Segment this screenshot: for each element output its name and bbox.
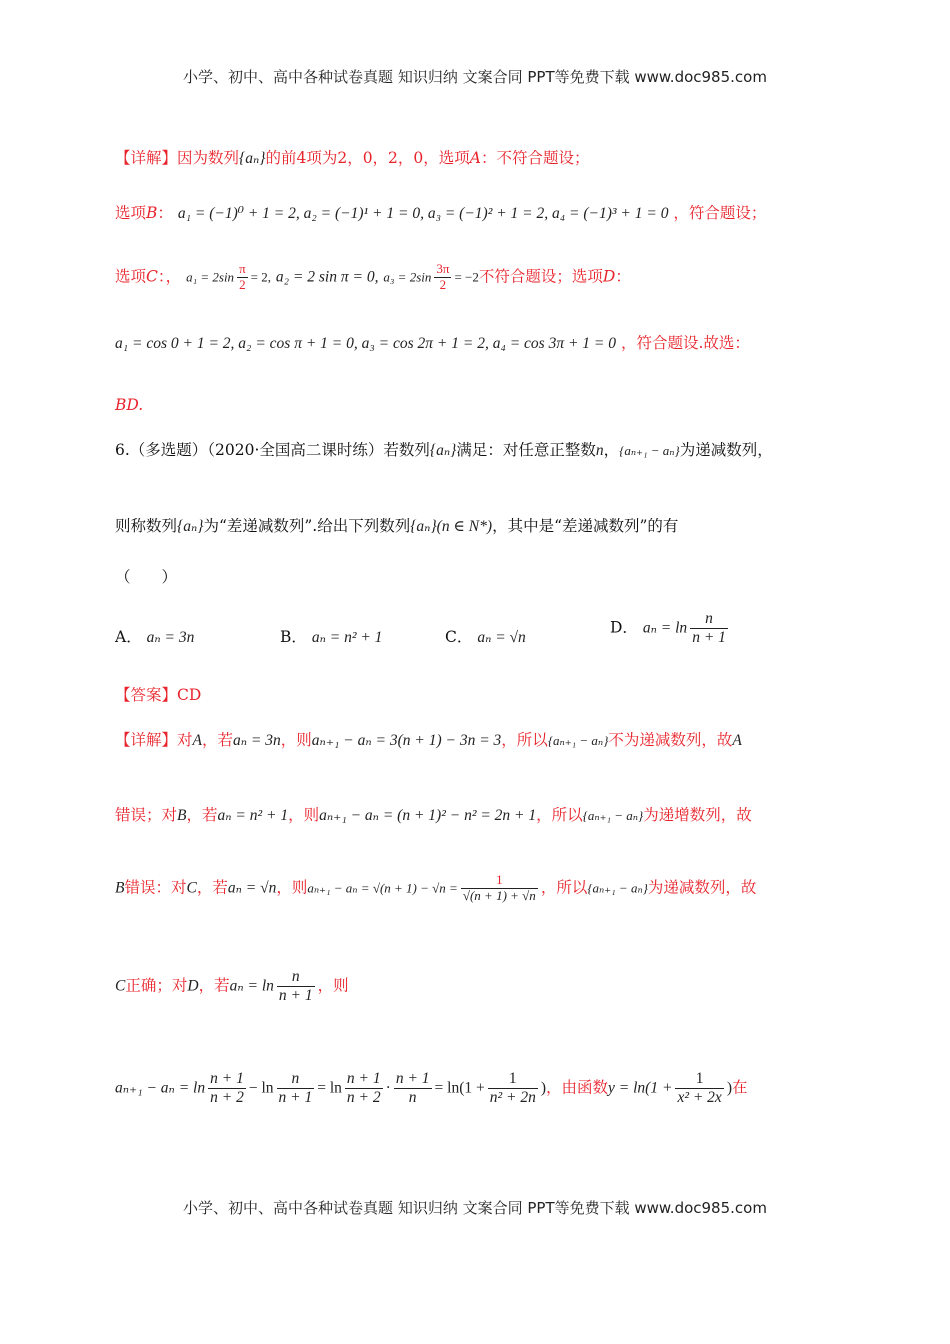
option-ref: A xyxy=(469,149,481,167)
option-label: A． xyxy=(115,628,142,646)
text: 满足：对任意正整数 xyxy=(456,441,596,459)
denominator: 2 xyxy=(439,276,447,292)
numerator: 3π xyxy=(436,261,450,276)
text: ，则 xyxy=(276,878,308,897)
math: a₂ = 2 sin π = 0, xyxy=(275,268,379,286)
fraction xyxy=(277,1070,315,1107)
numerator: n + 1 xyxy=(346,1070,381,1087)
seq-an: {aₙ} xyxy=(177,518,204,535)
math: y = ln(1 + xyxy=(608,1079,673,1097)
sol5-line2 xyxy=(115,206,766,222)
seq-an: {aₙ} xyxy=(239,150,266,167)
option-label: C． xyxy=(445,628,473,646)
page-header: 小学、初中、高中各种试卷真题 知识归纳 文案合同 PPT等免费下载 www.doc985.com xyxy=(183,68,767,86)
denominator: n xyxy=(408,1088,417,1106)
math: aₙ₊₁ − aₙ = √(n + 1) − √n = xyxy=(307,880,458,896)
text: 对 xyxy=(177,731,193,749)
option-ref: B xyxy=(146,204,158,222)
option-c xyxy=(445,625,526,647)
answer-value: CD xyxy=(177,686,202,704)
denominator: 2 xyxy=(239,276,246,292)
option-ref: B xyxy=(177,807,187,824)
numerator: π xyxy=(239,261,246,276)
sol6-line5 xyxy=(115,1070,748,1107)
text: ，所以 xyxy=(536,806,583,824)
math: a₁ = (−1)⁰ + 1 = 2, a₂ = (−1)¹ + 1 = 0, a₃ = (−1)² + 1 = 2, a₄ = (−1)³ + 1 = 0 xyxy=(177,205,669,222)
answer-tag: 【答案】 xyxy=(115,686,178,704)
math: aₙ = √n xyxy=(477,629,526,646)
math: aₙ = √n xyxy=(227,879,277,897)
text: 不符合题设；选项 xyxy=(478,267,603,286)
text: 6.（多选题）（2020·全国高二课时练）若数列 xyxy=(115,441,430,459)
math: aₙ = 3n xyxy=(146,629,195,646)
detail-tag: 【详解】 xyxy=(115,731,178,749)
option-a xyxy=(115,625,194,647)
numerator: n + 1 xyxy=(395,1070,430,1087)
numerator: n xyxy=(690,610,728,629)
option-ref: B xyxy=(115,879,125,897)
math: a₁ = cos 0 + 1 = 2, a₂ = cos π + 1 = 0, a₃ = cos 2π + 1 = 2, a₄ = cos 3π + 1 = 0 xyxy=(115,335,617,352)
math: aₙ₊₁ − aₙ = (n + 1)² − n² = 2n + 1 xyxy=(319,807,537,824)
option-ref: A xyxy=(192,732,202,749)
text: ，符合题设.故选： xyxy=(620,334,750,352)
text: 不为递减数列，故 xyxy=(608,731,733,749)
text: ，则 xyxy=(288,806,320,824)
fraction xyxy=(277,968,315,1005)
option-ref: D xyxy=(187,977,199,995)
option-ref: D xyxy=(602,267,616,286)
text: 为递减数列， xyxy=(679,441,773,459)
text: 为递增数列，故 xyxy=(643,806,752,824)
numerator: n xyxy=(277,968,315,987)
math: · xyxy=(385,1079,391,1097)
option-b xyxy=(280,625,382,647)
text: ，若 xyxy=(186,806,218,824)
math: = −2 xyxy=(454,269,479,285)
text: ：， xyxy=(157,267,182,286)
math: aₙ = n² + 1 xyxy=(217,807,289,824)
math: aₙ = n² + 1 xyxy=(311,629,383,646)
denominator: n² + 2n xyxy=(489,1088,536,1106)
text: 则称数列 xyxy=(115,517,178,535)
option-ref: C xyxy=(146,267,158,286)
fraction xyxy=(488,1070,538,1107)
sol6-line3 xyxy=(115,873,756,904)
text: ，若 xyxy=(198,976,230,995)
sol5-line1 xyxy=(115,151,590,167)
numerator: 1 xyxy=(461,873,538,889)
math: ) xyxy=(540,1079,547,1097)
math: = ln(1 + xyxy=(434,1079,485,1097)
fraction xyxy=(434,262,451,293)
text: ， xyxy=(603,441,620,459)
numerator: 1 xyxy=(488,1070,538,1089)
sol6-line1 xyxy=(115,733,742,749)
fraction xyxy=(237,262,248,293)
math: aₙ₊₁ − aₙ = 3(n + 1) − 3n = 3 xyxy=(311,732,502,749)
text: ： xyxy=(615,267,631,286)
seq-an: {aₙ} xyxy=(429,442,457,459)
fraction xyxy=(394,1070,432,1107)
text: 为递减数列，故 xyxy=(647,878,757,897)
text: 选项 xyxy=(115,267,147,286)
option-label: D． xyxy=(610,618,638,637)
fraction xyxy=(690,610,728,647)
page-footer: 小学、初中、高中各种试卷真题 知识归纳 文案合同 PPT等免费下载 www.doc985.com xyxy=(183,1199,767,1217)
numerator: 1 xyxy=(675,1070,723,1089)
denominator: x² + 2x xyxy=(677,1088,722,1106)
denominator: √(n + 1) + √n xyxy=(462,887,536,903)
text: 选项 xyxy=(115,204,147,222)
seq-an: {aₙ} xyxy=(410,518,437,535)
denominator: n + 2 xyxy=(346,1088,381,1106)
text: ，符合题设； xyxy=(673,204,767,222)
denominator: n + 2 xyxy=(210,1088,244,1106)
fraction xyxy=(461,873,538,904)
text: 在 xyxy=(731,1078,748,1097)
math: (n ∈ N*) xyxy=(436,518,493,535)
denominator: n + 1 xyxy=(278,986,313,1004)
math: a₃ = 2sin xyxy=(383,269,432,285)
detail-tag: 【详解】 xyxy=(115,149,178,167)
text: 正确；对 xyxy=(125,976,188,995)
math: aₙ = 3n xyxy=(233,732,281,749)
text: 错误；对 xyxy=(115,806,178,824)
option-d xyxy=(610,610,731,647)
text: 为“差递减数列”.给出下列数列 xyxy=(203,517,411,535)
option-ref: C xyxy=(115,977,126,995)
math: − ln xyxy=(248,1079,274,1097)
option-ref: A xyxy=(732,732,742,749)
text: ，则 xyxy=(317,976,349,995)
text: ，所以 xyxy=(540,878,588,897)
q6-paren: （ ） xyxy=(115,568,178,586)
math: aₙ₊₁ − aₙ = ln xyxy=(115,1079,206,1097)
fraction xyxy=(345,1070,383,1107)
math: = ln xyxy=(317,1079,342,1097)
text: ，则 xyxy=(280,731,312,749)
math: ) xyxy=(726,1079,732,1097)
text: ： xyxy=(157,204,173,222)
text: ，其中是“差递减数列”的有 xyxy=(492,517,679,535)
denominator: n + 1 xyxy=(278,1088,313,1106)
text: 错误：对 xyxy=(124,878,187,897)
math: {aₙ₊₁ − aₙ} xyxy=(547,733,609,748)
text: ：不符合题设； xyxy=(480,149,590,167)
q6-line2 xyxy=(115,519,678,535)
fraction xyxy=(675,1070,723,1107)
text: ，若 xyxy=(202,731,234,749)
math: {aₙ₊₁ − aₙ} xyxy=(582,808,644,823)
text: 因为数列 xyxy=(177,149,240,167)
math: aₙ = ln xyxy=(642,619,688,637)
text: ，由函数 xyxy=(546,1078,609,1097)
sol5-line4 xyxy=(115,336,750,352)
math: {aₙ₊₁ − aₙ} xyxy=(619,443,680,458)
sol6-answer xyxy=(115,688,201,704)
math: a₁ = 2sin xyxy=(186,269,235,285)
text: 的前4项为2，0，2，0，选项 xyxy=(265,149,470,167)
sol5-line3 xyxy=(115,262,631,293)
sol6-line2 xyxy=(115,808,752,824)
q6-line1 xyxy=(115,443,773,459)
fraction xyxy=(208,1070,246,1107)
option-ref: C xyxy=(186,879,197,897)
math: {aₙ₊₁ − aₙ} xyxy=(587,880,648,896)
numerator: n xyxy=(277,1070,315,1089)
math: n xyxy=(595,442,604,459)
text: ，所以 xyxy=(501,731,548,749)
numerator: n + 1 xyxy=(210,1070,244,1087)
sol6-line4 xyxy=(115,968,349,1005)
math: = 2, xyxy=(250,269,271,285)
text: ，若 xyxy=(196,878,228,897)
option-label: B． xyxy=(280,628,307,646)
denominator: n + 1 xyxy=(692,628,726,646)
math: aₙ = ln xyxy=(229,977,274,995)
sol5-answer: BD. xyxy=(115,396,144,414)
